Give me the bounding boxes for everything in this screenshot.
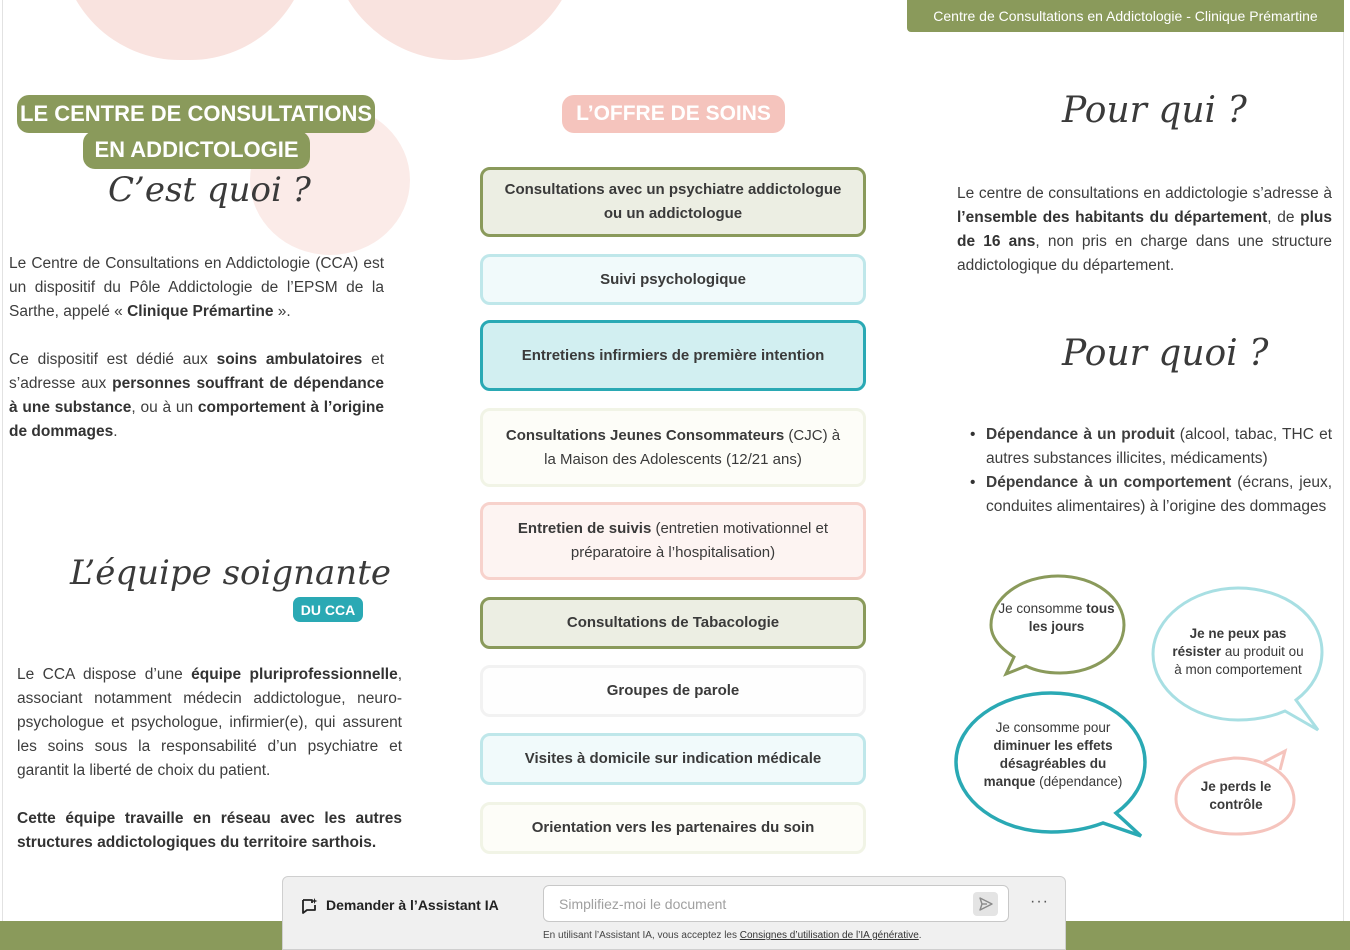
header-banner: Centre de Consultations en Addictologie - Clinique Prémartine: [907, 0, 1344, 32]
offer-card: Entretiens infirmiers de première intention: [480, 320, 866, 391]
left-title-line2: EN ADDICTOLOGIE: [83, 131, 310, 169]
pour-quoi-heading: Pour quoi ?: [1062, 333, 1269, 374]
ai-assistant-label: Demander à l’Assistant IA: [326, 897, 499, 913]
ai-guidelines-link[interactable]: Consignes d’utilisation de l’IA générative: [739, 930, 919, 941]
network-paragraph: Cette équipe travaille en réseau avec les autres structures addictologiques du territoire sarthois.: [17, 810, 402, 851]
pour-qui-paragraph: Le centre de consultations en addictologie s’adresse à l’ensemble des habitants du département, de plus de 16 ans, non pris en charge dans une structure addictologique du département.: [957, 185, 1332, 274]
equipe-heading: L’équipe soignante: [70, 553, 391, 593]
ai-usage-note: En utilisant l’Assistant IA, vous acceptez les Consignes d’utilisation de l’IA générative.: [543, 930, 922, 941]
list-item: • Dépendance à un comportement (écrans, jeux, conduites alimentaires) à l’origine des dommages: [968, 471, 1332, 519]
offer-card: Visites à domicile sur indication médicale: [480, 733, 866, 785]
offer-card: Entretien de suivis (entretien motivationnel et préparatoire à l’hospitalisation): [480, 502, 866, 580]
dispositif-paragraph: Ce dispositif est dédié aux soins ambulatoires et s’adresse aux personnes souffrant de dépendance à une substance, ou à un comportement à l’origine de dommages.: [9, 351, 385, 440]
send-icon: [979, 897, 993, 911]
speech-bubble-4: Je perds le contrôle: [1172, 748, 1302, 838]
ai-assistant-panel: [282, 876, 1066, 950]
team-paragraph: Le CCA dispose d’une équipe pluriprofessionnelle, associant notamment médecin addictologue, neuro-psychologue et psychologue, infirmier(e), qui assurent les soins sous la responsabilité d’un psychiatre et garantit la liberté de choix du patient.: [17, 666, 402, 779]
offer-card: Groupes de parole: [480, 665, 866, 717]
cest-quoi-heading: C’est quoi ?: [108, 170, 311, 210]
offer-card: Consultations de Tabacologie: [480, 597, 866, 649]
intro-paragraph: Le Centre de Consultations en Addictologie (CCA) est un dispositif du Pôle Addictologie de l’EPSM de la Sarthe, appelé « Clinique Prémartine ».: [9, 255, 384, 320]
offer-card: Consultations avec un psychiatre addictologue ou un addictologue: [480, 167, 866, 237]
left-title-line1: LE CENTRE DE CONSULTATIONS: [17, 95, 375, 133]
offer-card: Orientation vers les partenaires du soin: [480, 802, 866, 854]
ai-prompt-input[interactable]: [543, 885, 1009, 922]
send-button[interactable]: [973, 892, 998, 916]
offer-card: Consultations Jeunes Consommateurs (CJC) à la Maison des Adolescents (12/21 ans): [480, 408, 866, 487]
offer-card: Suivi psychologique: [480, 254, 866, 305]
pour-qui-heading: Pour qui ?: [1062, 90, 1247, 131]
speech-bubble-2: Je ne peux pas résister au produit ou à mon comportement: [1150, 585, 1325, 735]
speech-bubble-1: Je consomme tous les jours: [988, 573, 1128, 678]
speech-bubble-3: Je consomme pour diminuer les effets désagréables du manque (dépendance): [953, 690, 1148, 840]
ai-chat-sparkle-icon: [300, 897, 318, 915]
list-item: • Dépendance à un produit (alcool, tabac, THC et autres substances illicites, médicaments): [968, 423, 1332, 471]
du-cca-badge: DU CCA: [293, 597, 363, 622]
offre-title: L’OFFRE DE SOINS: [562, 95, 785, 133]
pour-quoi-list: [968, 423, 1332, 519]
more-options-button[interactable]: ···: [1030, 893, 1049, 910]
